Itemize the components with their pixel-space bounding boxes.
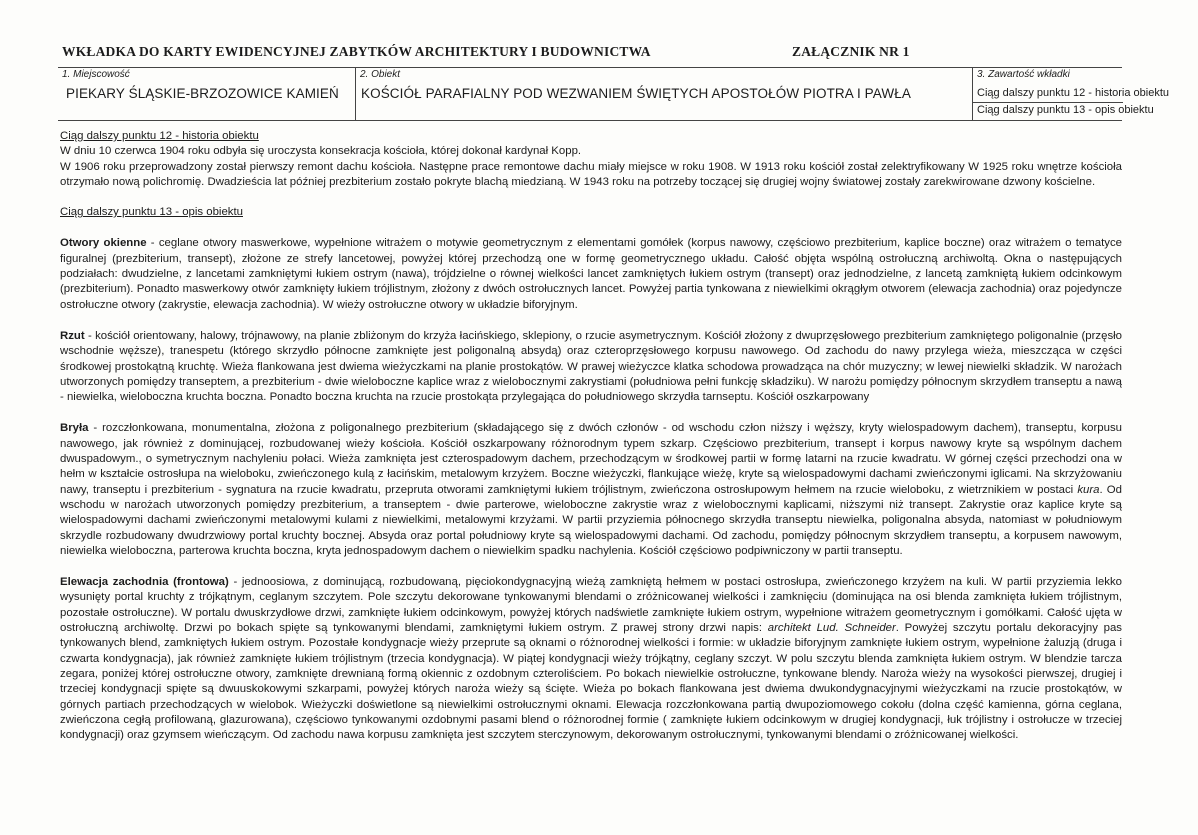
contents-divider [973, 102, 1123, 103]
locality-cell [58, 68, 354, 120]
locality-value: PIEKARY ŚLĄSKIE-BRZOZOWICE KAMIEŃ [66, 86, 339, 101]
facade-italic: architekt Lud. Schneider [767, 622, 896, 635]
mass-paragraph [60, 421, 1122, 559]
history-paragraph-2: W 1906 roku przeprowadzony został pierwszy remont dachu kościoła. Następne prace remontowe dachu miały miejsce w roku 1908. W 1913 roku kościół został zelektryfikowany W 1925 roku wnętrze kościoła otrzymało nową polichromię. Dwadzieścia lat później prezbiterium zostało pokryte blachą miedzianą. W 1943 roku na potrzeby toczącej się drugiej wojny światowej zostały zarekwirowane dzwony kościelne. [60, 160, 1122, 188]
contents-label: 3. Zawartość wkładki [977, 69, 1070, 80]
contents-line-description: Ciąg dalszy punktu 13 - opis obiektu [977, 104, 1154, 116]
mass-text-1: - rozczłonkowana, monumentalna, złożona z poligonalnego prezbiterium (składającego się z dwóch członów - od wschodu człon niższy i węższy, kryty wielospadowym dachem), transeptu, korpusu nawowego, jak również z dominującej, rozbudowanej wieży kościoła. Kościół oszkarpowany różnorodnym typem szkarp. Częściowo prezbiterium, transept i korpus nawowy kryte są wspólnym dachem dwuspadowym., o symetrycznym nachyleniu połaci. Wieża zamknięta jest czterospadowym dachem, przechodzącym w środkowej partii w formę latarni na rzucie kwadratu. W górnej części przechodzi ona w hełm w kształcie ostrosłupa na wieloboku, zwieńczonego kulą z łacińskim, metalowym krzyżem. Boczne wieżyczki, flankujące wieżę, kryte są wielospadowymi dachami zwieńczonymi iglicami. Na skrzyżowaniu nawy, transeptu i prezbiterium - sygnatura na rzucie kwadratu, przepruta otworami zamkniętymi łukiem trójlistnym, zwieńczona ostrosłupowym hełmem na rzucie wieloboku, z wietrznikiem w postaci [60, 422, 1122, 496]
annex-label: ZAŁĄCZNIK NR 1 [792, 44, 910, 59]
windows-text: - ceglane otwory maswerkowe, wypełnione witrażem o motywie geometrycznym z elementami gomółek (korpus nawowy, częściowo prezbiterium, kaplice boczne) oraz witrażem o tematyce figuralnej (prezbiterium, transept), złożone ze strefy lancetowej, powyżej której przechodzą one w formę geometrycznego układu. Całość objęta wspólną ostrołuczną archiwoltą. Okna o następujących podziałach: dwudzielne, z lancetami zamkniętymi łukiem ostrym (nawa), trójdzielne o równej wielkości lancet zamkniętych łukiem ostrym (transept) oraz jednodzielne, z lancetą zamkniętą łukiem odcinkowym (prezbiterium). Ponadto maswerkowy otwór zamknięty łukiem trójlistnym, złożony z dwóch ostrołucznych lancet. Powyżej partia tynkowana z niewielkimi okrągłym otworem (elewacja zachodnia) oraz pojedyncze ostrołuczne otwory (zakrystie, elewacja zachodnia). W wieży ostrołuczne otwory w układzie biforyjnym. [60, 237, 1122, 311]
history-heading: Ciąg dalszy punktu 12 - historia obiektu [60, 130, 259, 142]
plan-paragraph [60, 329, 1122, 405]
facade-text-1: - jednoosiowa, z dominującą, rozbudowaną, pięciokondygnacyjną wieżą zamkniętą hełmem w postaci ostrosłupa, zwieńczonego krzyżem na kuli. W partii przyziemia lekko wysunięty portal kruchty z trójkątnym, ceglanym szczytem. Pole szczytu dekorowane tynkowanymi blendami o zróżnicowanej wielkości i zamknięciu (dominująca na osi blenda zamknięta łukiem trójlistnym, pozostałe ostrołuczne). W portalu dwuskrzydłowe drzwi, zamknięte łukiem odcinkowym, powyżej których nadświetle zamknięte łukiem ostrym, wypełnione witrażem geometrycznym i gomółkami. Całość ujęta w ostrołuczną archiwoltę. Drzwi po bokach spięte są tynkowanymi blendami, zamkniętymi łukiem ostrym. Z prawej strony drzwi napis: [60, 576, 1122, 635]
contents-cell [972, 68, 1169, 120]
object-value: KOŚCIÓŁ PARAFIALNY POD WEZWANIEM ŚWIĘTYCH APOSTOŁÓW PIOTRA I PAWŁA [361, 86, 911, 101]
facade-paragraph [60, 575, 1122, 743]
history-paragraph-1: W dniu 10 czerwca 1904 roku odbyła się uroczysta konsekracja kościoła, której dokonał kardynał Kopp. [60, 145, 582, 158]
document-body [60, 129, 1122, 743]
contents-line-history: Ciąg dalszy punktu 12 - historia obiektu [977, 87, 1169, 99]
windows-paragraph [60, 236, 1122, 312]
document-title: WKŁADKA DO KARTY EWIDENCYJNEJ ZABYTKÓW ARCHITEKTURY I BUDOWNICTWA [62, 44, 651, 59]
document-header [62, 44, 1122, 66]
locality-label: 1. Miejscowość [62, 69, 130, 80]
plan-label: Rzut [60, 329, 85, 342]
facade-text-2: . Powyżej szczytu portalu dekoracyjny pas tynkowanych blend, zamkniętych łukiem ostrym. Pozostałe kondygnacje wieży przeprute są oknami o różnorodnej wielkości i formie: w układzie biforyjnym zamknięte łukiem ostrym, wypełnione żaluzją (druga i czwarta kondygnacja), jak również zamknięte łukiem trójlistnym (trzecia kondygnacja). W piątej kondygnacji wieży trójkątny, ceglany szczyt. W polu szczytu blenda zamknięta łukiem ostrym. W blendzie tarcza zegara, poniżej której ostrołuczne otwory, zamknięte drewnianą formą okiennic z ozdobnym czteroliściem. Po bokach niewielkie ostrołuczne, tynkowane blendy. Naroża wieży na wysokości pierwszej, drugiej i trzeciej kondygnacji spięte są dwuuskokowymi szkarpami, powyżej których naroża wieży są ścięte. Wieża po bokach flankowana jest dwiema dwukondygnacyjnymi wieżyczkami na rzucie prostokątów, w górnych partiach przechodzących w wielobok. Wieżyczki doświetlone są niewielkimi ostrołucznymi oknami. Elewacja rozczłonkowana partią dwupoziomowego cokołu (dolna część kamienna, górna ceglana, zwieńczona cegłą profilowaną, glazurowana), częściowo tynkowanymi ozdobnymi pasami blend o różnorodnej formie ( zamknięte łukiem odcinkowym w drugiej kondygnacji, łuk trójlistny i ostrołucze w trzeciej kondygnacji) oraz gzymsem wieńczącym. Od zachodu nawa korpusu zamknięta jest szczytem sterczynowym, dekorowanym ostrołucznymi, tynkowanymi blendami o zróżnicowanej wielkości. [60, 622, 1122, 742]
facade-label: Elewacja zachodnia (frontowa) [60, 576, 229, 589]
object-cell [355, 68, 973, 120]
mass-text-2: . Od wschodu w narożach utworzonych pomiędzy prezbiterium, a transeptem - dwie parterowe, wieloboczne zakrystie wraz z wielobocznymi kaplicami, niższymi niż transept. Zakrystie oraz kaplice kryte są wielospadowymi dachami zwieńczonymi metalowymi kulami z niewielkimi, metalowymi krzyżami. W partii przyziemia północnego skrzydła transeptu niewielka, poligonalna absyda, natomiast w południowym skrzydle rozbudowany dwudrzwiowy portal kruchty bocznej. Absyda oraz portal południowy kryte są wielospadowymi dachami. Od zachodu, pomiędzy północnym skrzydłem transeptu, a korpusem nawowym, niewielka wieloboczna, parterowa kruchta boczna, kryta jednospadowym dachem o niewielkim spadku nachylenia. Kościół częściowo podpiwniczony w partii transeptu. [60, 483, 1122, 557]
mass-italic: kura [1077, 483, 1100, 496]
object-label: 2. Obiekt [360, 69, 401, 80]
windows-label: Otwory okienne [60, 237, 147, 250]
mass-label: Bryła [60, 422, 89, 435]
info-table [58, 67, 1169, 121]
plan-text: - kościół orientowany, halowy, trójnawowy, na planie zbliżonym do krzyża łacińskiego, sklepiony, o rzucie asymetrycznym. Kościół złożony z dwuprzęsłowego prezbiterium zamkniętego poligonalnie (przęsło wschodnie węższe), tranespetu (którego skrzydło północne zamknięte jest poligonalną absydą) oraz czteroprzęsłowego korpusu nawowego. Od zachodu do nawy przylega wieża, mieszcząca w części środkowej prostokątną kruchtę. Wieża flankowana jest dwiema wieżyczkami na planie prostokątów. W prawej wieżyczce klatka schodowa prowadząca na chór muzyczny; w lewej niewielki składzik. W narożach utworzonych pomiędzy transeptem, a prezbiterium - dwie wieloboczne kaplice wraz z wielobocznymi zakrystiami (południowa pełni funkcję składziku). W narożu pomiędzy północnym skrzydłem transeptu a nawą - niewielka, wieloboczna kruchta boczna. Ponadto boczna kruchta na rzucie prostokąta przylegająca do południowego skrzydła tarnseptu. Kościół oszkarpowany [60, 329, 1122, 404]
description-heading: Ciąg dalszy punktu 13 - opis obiektu [60, 206, 243, 219]
